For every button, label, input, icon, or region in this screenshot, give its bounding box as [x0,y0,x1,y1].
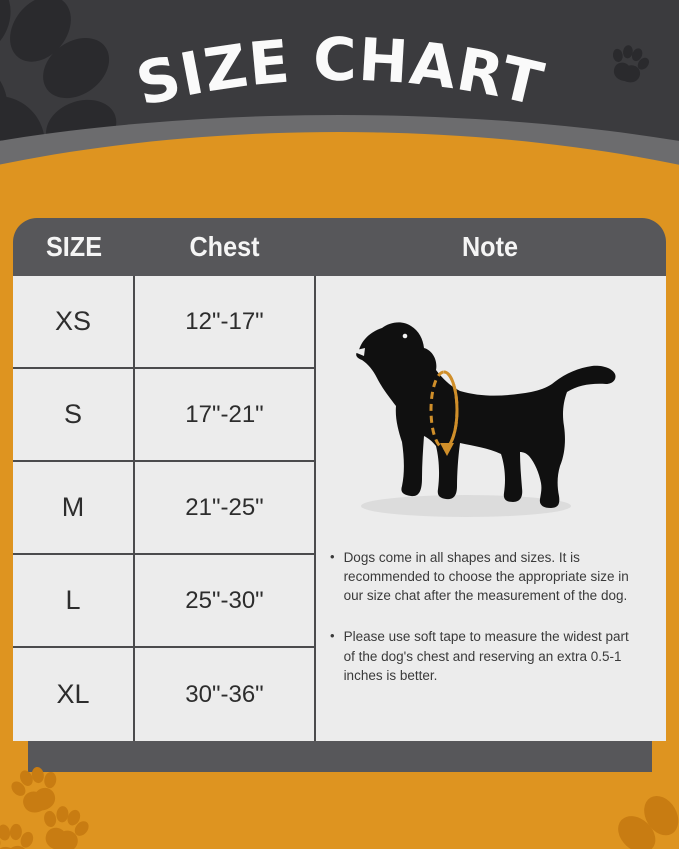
chest-cell-xl: 30"-36" [185,680,264,708]
size-cell-xs: XS [13,276,135,369]
dog-body [356,322,615,508]
page-title-text: SIZE CHART [129,24,551,120]
dog-eye [403,334,408,339]
size-table [13,218,666,741]
bullet-icon: • [330,549,335,564]
size-cell-m: M [13,462,135,555]
table-base-bar [28,741,652,772]
size-cell-s: S [13,369,135,462]
dog-shadow [361,495,571,517]
page-title [0,0,679,150]
chest-cell-m: 21"-25" [135,462,314,555]
table-body [13,276,666,741]
note-text: Please use soft tape to measure the widest part of the dog's chest and reserving an extra 0.5-1 inches is better. [343,629,629,683]
svg-text:SIZE CHART [130,25,550,119]
size-chest-grid [13,276,314,741]
note-item [330,627,642,684]
chest-cell-xs: 12"-17" [135,276,314,369]
dog-silhouette-illustration [326,306,656,526]
size-cell-l: L [13,555,135,648]
note-cell [314,276,666,741]
paw-print-icon [0,816,39,849]
column-header-note: Note [461,231,518,262]
chest-cell-l: 25"-30" [135,555,314,648]
paw-print-icon [31,795,96,849]
size-cell-xl: XL [13,648,135,741]
chest-cell-s: 17"-21" [135,369,314,462]
note-list [316,548,666,685]
note-text: Dogs come in all shapes and sizes. It is recommended to choose the appropriate size in our size chat after the measurement of the dog. [343,550,629,604]
table-header-row [13,218,666,276]
column-header-chest: Chest [189,231,260,262]
note-item [330,548,642,605]
column-header-size: SIZE [45,231,102,262]
bullet-icon: • [330,628,335,644]
